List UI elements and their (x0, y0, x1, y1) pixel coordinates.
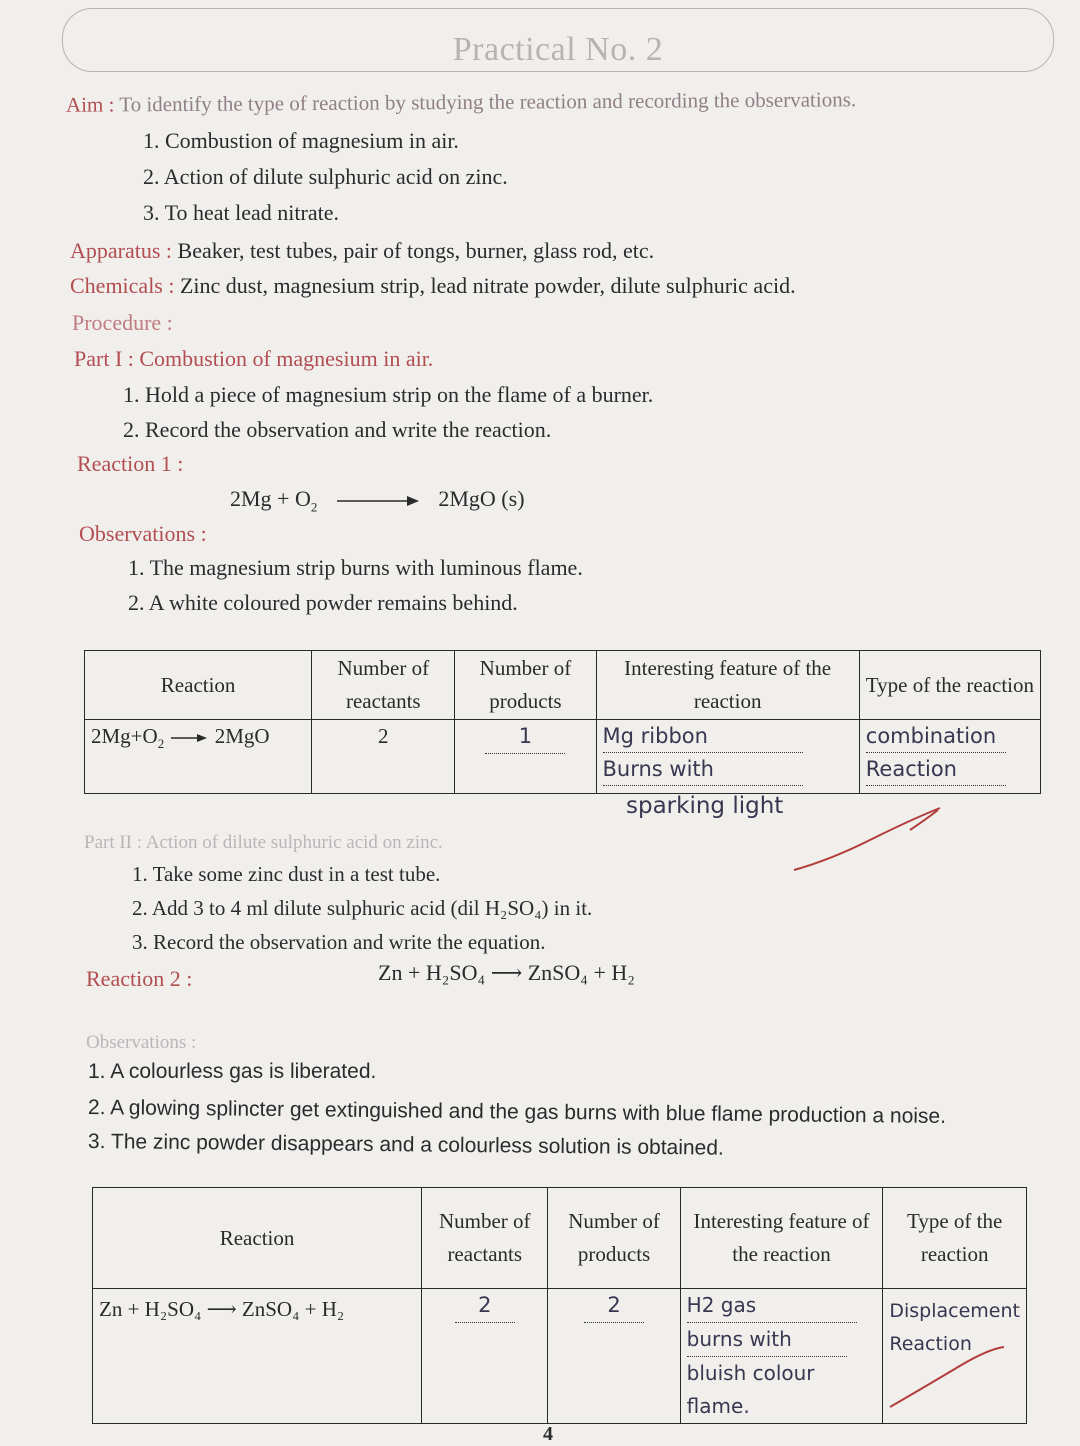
aim-item: 2. Action of dilute sulphuric acid on zinc. (143, 164, 508, 189)
part1-step: 1. Hold a piece of magnesium strip on the flame of a burner. (123, 382, 654, 407)
reaction-arrow-icon (335, 494, 421, 508)
page-number: 4 (543, 1423, 553, 1445)
cell-feature (680, 1289, 883, 1424)
procedure-label: Procedure : (72, 310, 173, 335)
t2-type-line: Reaction (889, 1333, 972, 1355)
t1-reaction-left: 2Mg+O (91, 724, 158, 748)
t2-products-value: 2 (584, 1289, 644, 1323)
reaction1-label: Reaction 1 : (77, 451, 184, 476)
title-banner (62, 8, 1054, 72)
check-mark-icon (790, 800, 950, 880)
part1-title: Part I : Combustion of magnesium in air. (74, 346, 434, 371)
observation-table-1 (84, 650, 1041, 794)
t2-feature-line: H2 gas (687, 1289, 857, 1323)
reaction1-right: 2MgO (s) (438, 486, 525, 511)
part2-title: Part II : Action of dilute sulphuric acid on zinc. (84, 832, 443, 853)
header-reaction: Reaction (93, 1188, 422, 1289)
reaction-arrow-icon (169, 732, 209, 744)
table-row (85, 720, 1041, 794)
reaction1-subscript: 2 (310, 499, 318, 515)
observation-item: 1. A colourless gas is liberated. (88, 1060, 377, 1083)
cell-reaction (85, 720, 312, 794)
observation-item: 2. A white coloured powder remains behind. (128, 590, 518, 615)
aim-item: 3. To heat lead nitrate. (143, 200, 339, 225)
cell-type (859, 720, 1040, 794)
header-feature: Interesting feature of the reaction (596, 651, 859, 720)
aim-line (66, 87, 856, 118)
observation-item: 1. The magnesium strip burns with luminous flame. (128, 555, 583, 580)
reaction2-row (86, 966, 192, 992)
header-products: Number of products (548, 1188, 680, 1289)
t2-feature-line: flame. (686, 1394, 750, 1418)
cell-feature (596, 720, 859, 794)
chemicals-text: Zinc dust, magnesium strip, lead nitrate powder, dilute sulphuric acid. (179, 273, 796, 298)
aim-item: 1. Combustion of magnesium in air. (143, 128, 459, 153)
t1-type-line: Reaction (866, 753, 1006, 786)
t2-reactants-value: 2 (455, 1289, 515, 1323)
header-type: Type of the reaction (883, 1188, 1027, 1289)
t1-feature-overflow: sparking light (626, 793, 784, 819)
cell-reaction: Zn + H₂SO₄ ⟶ ZnSO₄ + H₂ (93, 1289, 422, 1424)
reaction2-label: Reaction 2 : (86, 966, 193, 991)
part2-step: 1. Take some zinc dust in a test tube. (132, 862, 441, 886)
cell-products (455, 720, 596, 794)
apparatus-text: Beaker, test tubes, pair of tongs, burner, glass rod, etc. (177, 238, 655, 263)
chemicals-label: Chemicals : (70, 273, 175, 298)
header-reaction: Reaction (85, 651, 312, 720)
apparatus-line (70, 238, 654, 264)
apparatus-label: Apparatus : (70, 238, 173, 263)
t1-feature-line: Mg ribbon (603, 720, 803, 753)
page-title: Practical No. 2 (452, 31, 664, 68)
observations1-label: Observations : (79, 521, 207, 546)
t2-feature-line: burns with (687, 1323, 847, 1357)
aim-text: To identify the type of reaction by studying the reaction and recording the observations. (119, 87, 857, 117)
chemicals-line (70, 273, 796, 299)
reaction2-equation: Zn + H₂SO₄ ⟶ ZnSO₄ + H₂ (378, 960, 635, 985)
header-type: Type of the reaction (859, 651, 1040, 720)
part2-step: 2. Add 3 to 4 ml dilute sulphuric acid (dil H₂SO₄) in it. (132, 896, 593, 920)
table-header-row (85, 651, 1041, 720)
part1-step: 2. Record the observation and write the reaction. (123, 417, 552, 442)
cell-reactants (422, 1289, 548, 1424)
observation-item: 3. The zinc powder disappears and a colourless solution is obtained. (87, 1130, 724, 1160)
header-feature: Interesting feature of the reaction (680, 1188, 883, 1289)
header-products: Number of products (455, 651, 596, 720)
observation-item: 2. A glowing splincter get extinguished and the gas burns with blue flame production a noise. (87, 1096, 947, 1128)
part2-step: 3. Record the observation and write the equation. (132, 930, 546, 954)
cell-reactants: 2 (312, 720, 455, 794)
reaction1-left: 2Mg + O (230, 486, 311, 511)
t1-reaction-right: 2MgO (214, 724, 270, 748)
t2-type-line: Displacement (889, 1300, 1020, 1322)
t1-products-value: 1 (485, 720, 565, 754)
table-header-row (93, 1188, 1027, 1289)
t2-feature-line: bluish colour (686, 1361, 815, 1385)
observation-table-2 (92, 1187, 1027, 1424)
check-mark-icon (888, 1345, 1008, 1415)
reaction1-equation (230, 486, 525, 515)
header-reactants: Number of reactants (422, 1188, 548, 1289)
table-row (93, 1289, 1027, 1424)
t1-type-line: combination (866, 720, 1006, 753)
aim-label: Aim : (65, 92, 115, 117)
cell-products (548, 1289, 680, 1424)
t1-reaction-sub: 2 (157, 736, 165, 752)
observations2-label: Observations : (86, 1032, 197, 1053)
t1-feature-line: Burns with (603, 753, 803, 786)
header-reactants: Number of reactants (312, 651, 455, 720)
